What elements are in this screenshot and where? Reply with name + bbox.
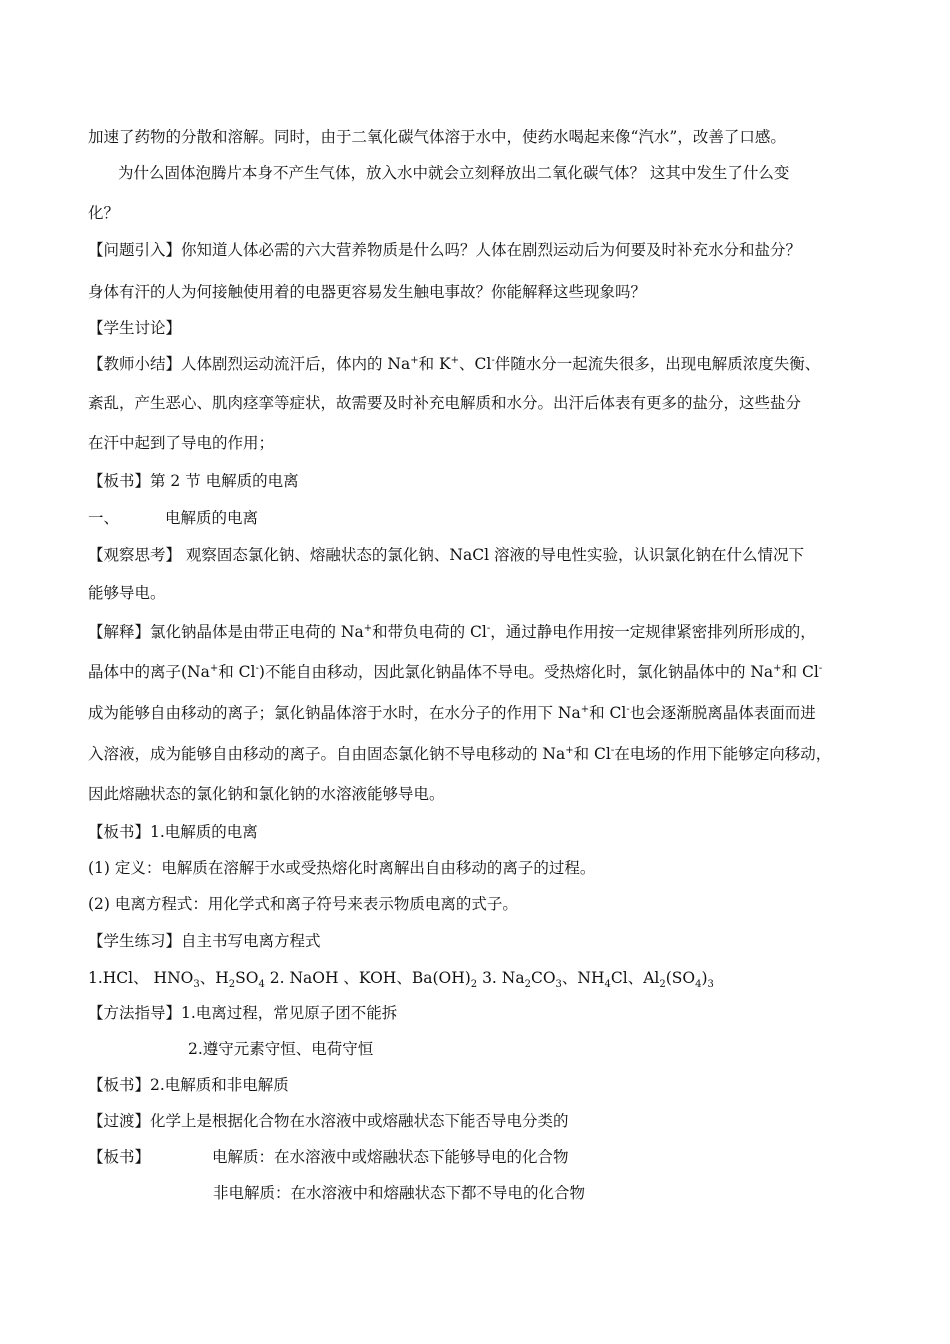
explanation-line: [88, 703, 816, 723]
subscript: 2: [228, 979, 236, 991]
text-run: ): [701, 969, 708, 987]
board-definition: [88, 1147, 569, 1167]
superscript: +: [565, 744, 574, 756]
text-run: ，通过静电作用按一定规律紧密排列所形成的，: [490, 623, 816, 641]
paragraph-line: 化？: [88, 204, 120, 222]
text-run: 入溶液，成为能够自由移动的离子。自由固态氯化钠不导电移动的 Na: [88, 745, 566, 763]
explanation-line: [88, 744, 831, 764]
board-tag: 【板书】: [88, 1148, 151, 1166]
text-run: 和 Cl: [781, 663, 819, 681]
subscript: 4: [604, 979, 611, 991]
paragraph-line: 为什么固体泡腾片本身不产生气体，放入水中就会立刻释放出二氧化碳气体？ 这其中发生了什么变: [118, 164, 790, 182]
superscript: -: [818, 662, 823, 674]
subscript: 4: [695, 979, 702, 991]
text-run: 和 Cl: [589, 704, 627, 722]
section-heading: [88, 508, 258, 528]
subscript: 3: [193, 979, 200, 991]
subscript: 3: [707, 979, 714, 991]
text-run: 和 Cl: [573, 745, 611, 763]
text-run: 也会逐渐脱离晶体表面而进: [629, 704, 816, 722]
superscript: -: [626, 703, 630, 715]
subscript: 2: [659, 979, 666, 991]
text-run: 在电场的作用下能够定向移动，: [614, 745, 832, 763]
text-run: 、Cl: [459, 355, 492, 373]
explanation-line: [88, 622, 816, 642]
superscript: -: [491, 354, 495, 366]
superscript: +: [773, 662, 782, 674]
paragraph-line: 在汗中起到了导电的作用；: [88, 434, 275, 452]
subscript: 2: [524, 979, 531, 991]
subscript: 2: [470, 979, 478, 991]
board-heading: 【板书】第 2 节 电解质的电离: [88, 472, 299, 490]
question-intro: 【问题引入】你知道人体必需的六大营养物质是什么吗？人体在剧烈运动后为何要及时补充水分和盐分？: [88, 241, 802, 259]
text-run: 和 Cl: [218, 663, 256, 681]
paragraph-line: 加速了药物的分散和溶解。同时，由于二氧化碳气体溶于水中，使药水喝起来像“汽水”，改善了口感。: [88, 128, 786, 146]
text-run: 晶体中的离子(Na: [88, 663, 210, 681]
method-guidance-item: 2.遵守元素守恒、电荷守恒: [188, 1040, 374, 1058]
text-run: 伴随水分一起流失很多，出现电解质浓度失衡、: [494, 355, 821, 373]
definition-line: (1) 定义：电解质在溶解于水或受热熔化时离解出自由移动的离子的过程。: [88, 859, 596, 877]
teacher-summary: [88, 354, 820, 374]
equation-exercise: [88, 968, 714, 991]
superscript: -: [255, 662, 259, 674]
text-run: SO: [235, 969, 259, 987]
board-heading: 【板书】1.电解质的电离: [88, 823, 258, 841]
method-guidance: 【方法指导】1.电离过程，常见原子团不能拆: [88, 1004, 398, 1022]
text-run: )不能自由移动，因此氯化钠晶体不导电。受热熔化时，氯化钠晶体中的 Na: [258, 663, 774, 681]
board-heading: 【板书】2.电解质和非电解质: [88, 1076, 289, 1094]
superscript: -: [610, 744, 615, 756]
text-run: 成为能够自由移动的离子；氯化钠晶体溶于水时，在水分子的作用下 Na: [88, 704, 581, 722]
text-run: (SO: [665, 969, 696, 987]
text-run: 1.HCl、 HNO: [88, 969, 194, 987]
student-practice: 【学生练习】自主书写电离方程式: [88, 932, 321, 950]
superscript: +: [363, 622, 373, 634]
text-run: 、NH: [561, 969, 605, 987]
definition-line: (2) 电离方程式：用化学式和离子符号来表示物质电离的式子。: [88, 895, 518, 913]
superscript: +: [580, 703, 590, 715]
transition-line: 【过渡】化学上是根据化合物在水溶液中或熔融状态下能否导电分类的: [88, 1112, 569, 1130]
observe-think: 【观察思考】 观察固态氯化钠、熔融状态的氯化钠、NaCl 溶液的导电性实验，认识氯化钠在什么情况下: [88, 546, 804, 564]
student-discussion-heading: 【学生讨论】: [88, 319, 182, 337]
text-run: Cl、Al: [610, 969, 660, 987]
superscript: +: [209, 662, 219, 674]
paragraph-line: 能够导电。: [88, 584, 166, 602]
non-electrolyte-definition: 非电解质：在水溶液中和熔融状态下都不导电的化合物: [213, 1184, 586, 1202]
paragraph-line: 紊乱，产生恶心、肌肉痉挛等症状，故需要及时补充电解质和水分。出汗后体表有更多的盐分，这些盐分: [88, 394, 802, 412]
subscript: 3: [555, 979, 562, 991]
subscript: 4: [258, 979, 265, 991]
text-run: 和 K: [418, 355, 451, 373]
superscript: +: [410, 354, 419, 366]
text-run: 【解释】氯化钠晶体是由带正电荷的 Na: [88, 623, 364, 641]
text-run: 和带负电荷的 Cl: [372, 623, 487, 641]
text-run: 2. NaOH 、KOH、Ba(OH): [264, 969, 471, 987]
text-run: 【教师小结】人体剧烈运动流汗后，体内的 Na: [88, 355, 411, 373]
superscript: +: [450, 354, 460, 366]
electrolyte-definition: 电解质：在水溶液中或熔融状态下能够导电的化合物: [212, 1148, 569, 1166]
section-number: 一、: [88, 509, 120, 527]
paragraph-line: 身体有汗的人为何接触使用着的电器更容易发生触电事故？你能解释这些现象吗？: [88, 283, 647, 301]
text-run: 3. Na: [477, 969, 525, 987]
section-title: 电解质的电离: [165, 509, 259, 527]
text-run: CO: [530, 969, 556, 987]
text-run: 、H: [199, 969, 229, 987]
explanation-line: [88, 662, 822, 682]
paragraph-line: 因此熔融状态的氯化钠和氯化钠的水溶液能够导电。: [88, 785, 445, 803]
superscript: -: [486, 622, 491, 634]
